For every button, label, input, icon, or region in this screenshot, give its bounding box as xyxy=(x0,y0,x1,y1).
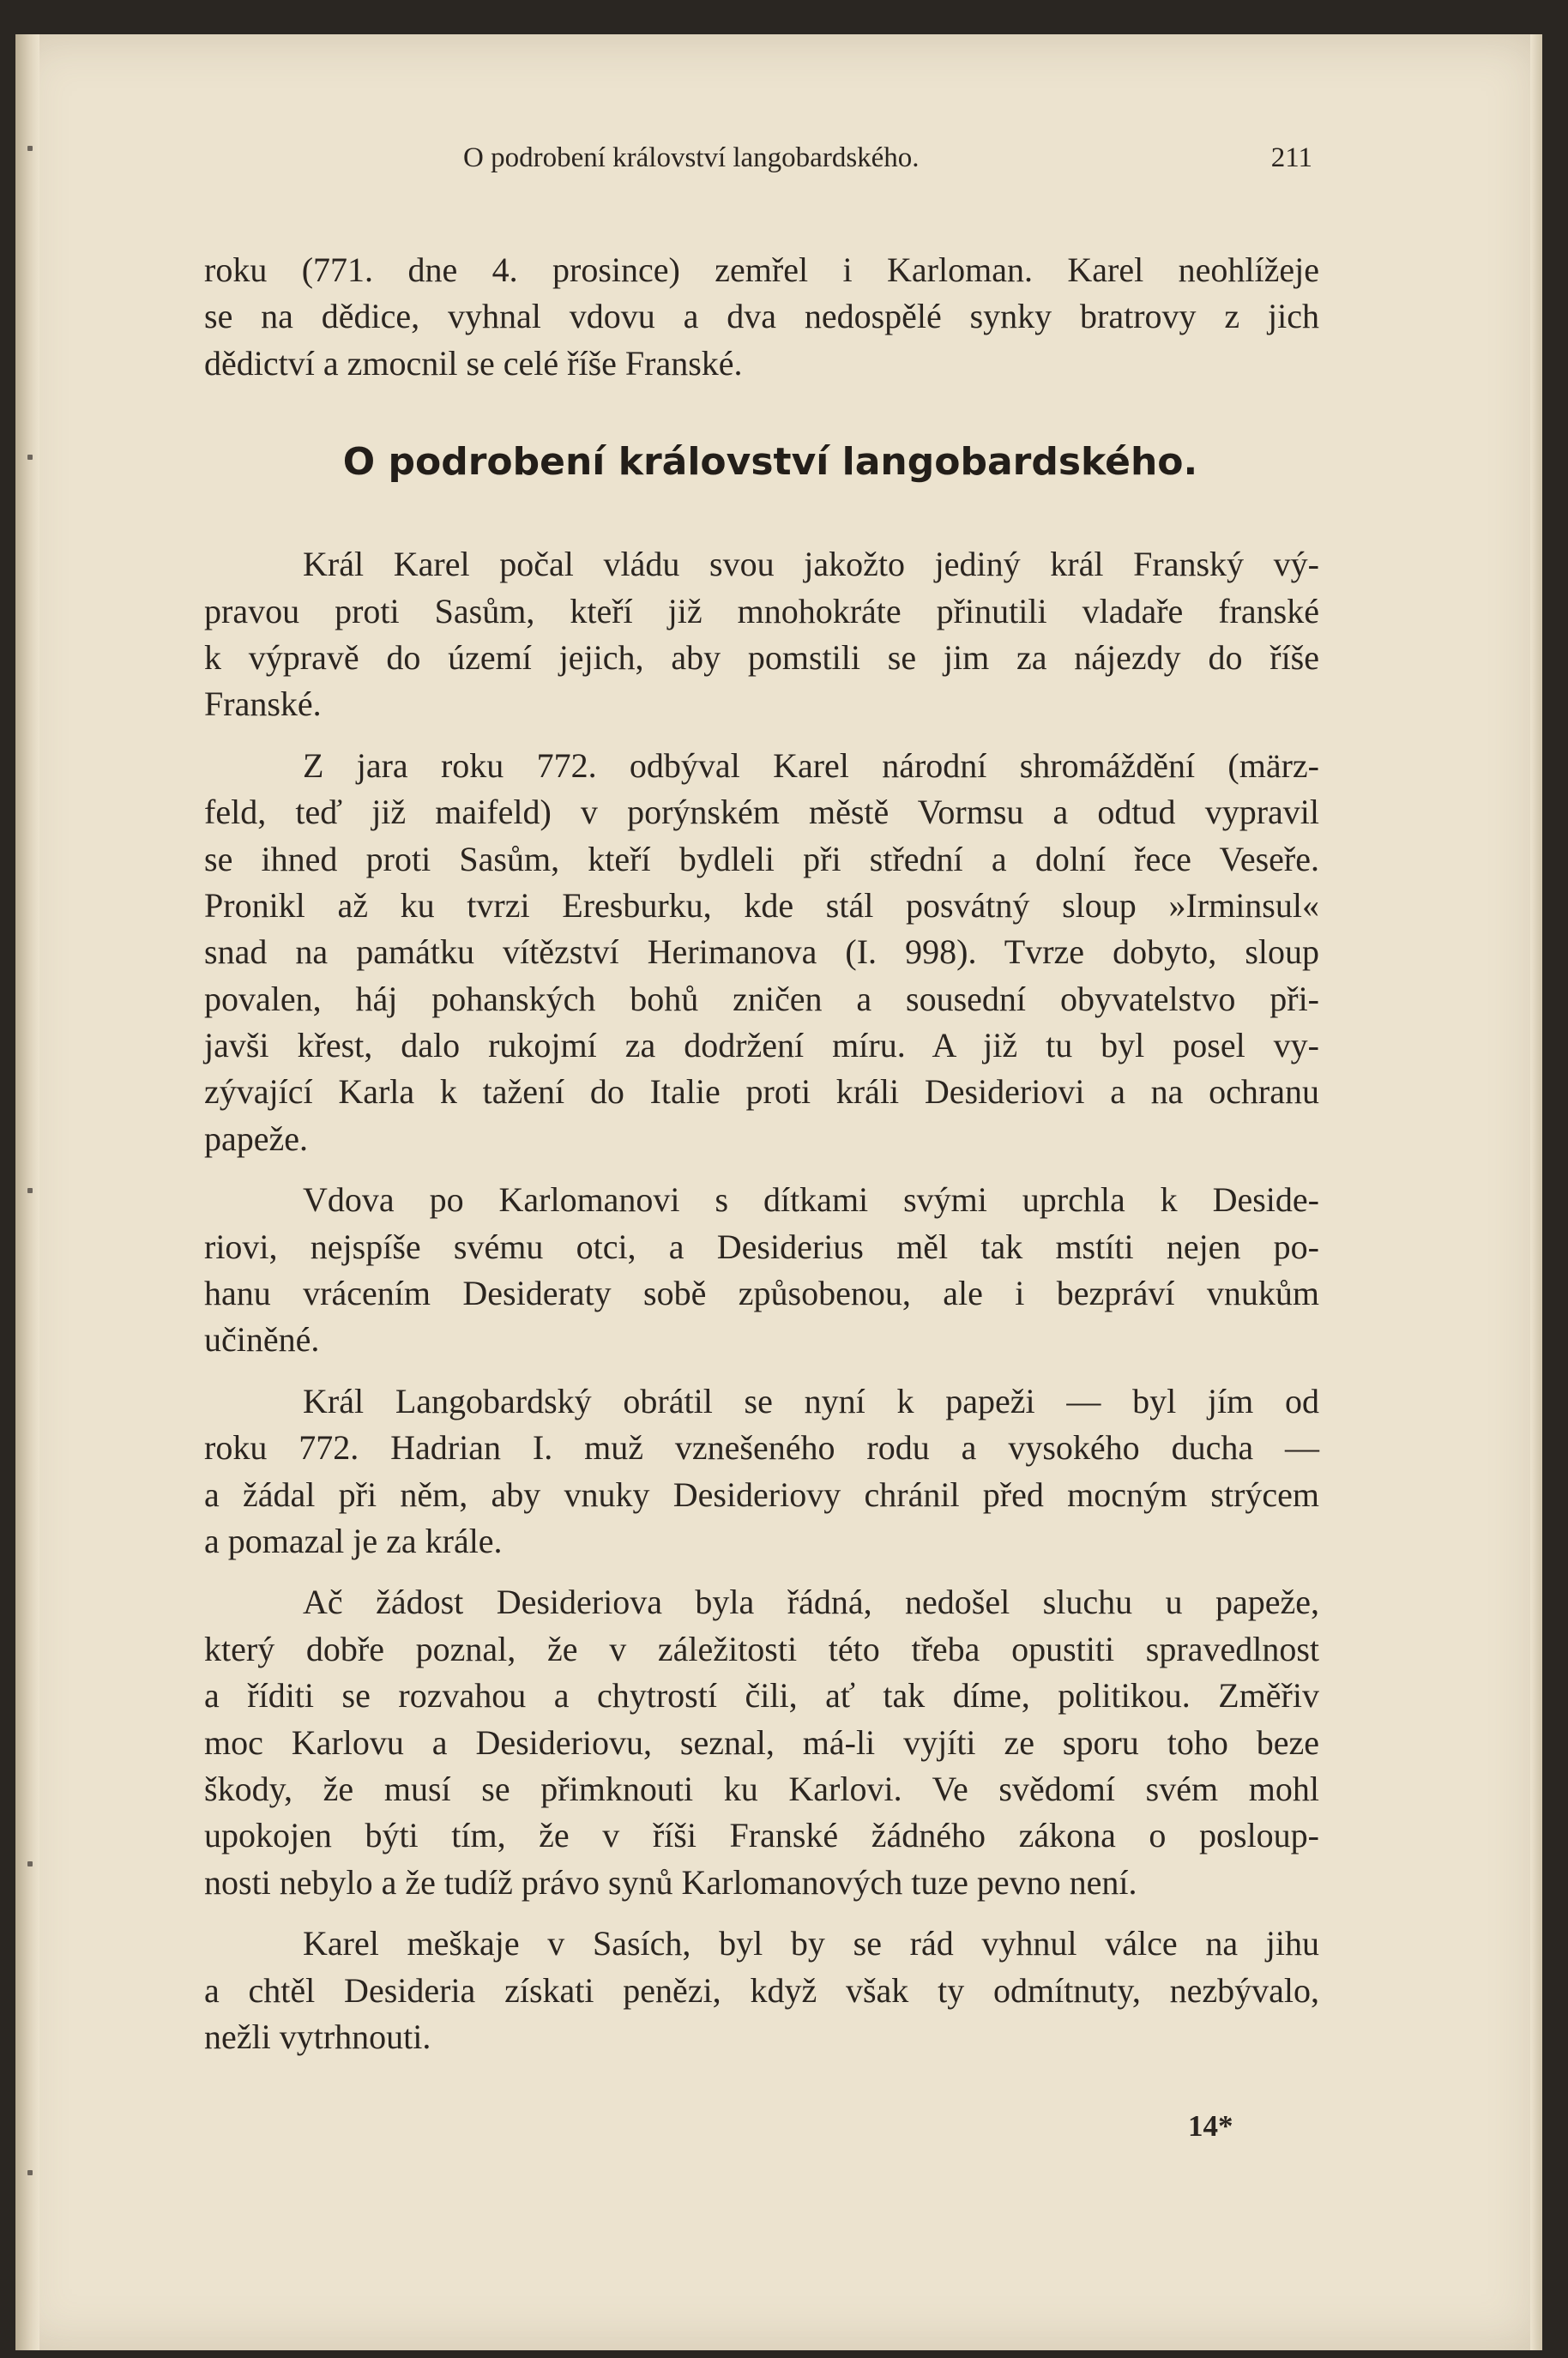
text-line: javši křest, dalo rukojmí za dodržení míru. A již tu byl posel vy- xyxy=(204,1026,1319,1065)
text-line: Z jara roku 772. odbýval Karel národní shromáždění (märz- xyxy=(303,745,1319,785)
text-line: papeže. xyxy=(204,1119,309,1158)
text-line: k výpravě do území jejich, aby pomstili se jim za nájezdy do říše xyxy=(204,637,1319,677)
text-line: zývající Karla k tažení do Italie proti králi Desideriovi a na ochranu xyxy=(204,1072,1319,1112)
margin-mark xyxy=(27,1188,33,1193)
text-line: učiněné. xyxy=(204,1320,320,1360)
text-line: a žádal při něm, aby vnuky Desideriovy chránil před mocným strýcem xyxy=(204,1475,1319,1514)
text-line: Karel meškaje v Sasích, byl by se rád vyhnul válce na jihu xyxy=(303,1924,1319,1963)
paragraph xyxy=(204,1921,1319,2060)
section-title: O podrobení království langobardského. xyxy=(342,440,1198,485)
paragraph xyxy=(204,743,1319,1163)
text-line: hanu vrácením Desideraty sobě způsobenou, ale i bezpráví vnukům xyxy=(204,1274,1319,1313)
running-title: O podrobení království langobardského. xyxy=(463,142,920,173)
running-header xyxy=(463,142,1312,174)
text-line: povalen, háj pohanských bohů zničen a sousední obyvatelstvo při- xyxy=(204,979,1319,1018)
body-text xyxy=(204,247,1319,2060)
text-line: a říditi se rozvahou a chytrostí čili, ať tak díme, politikou. Změřiv xyxy=(204,1676,1319,1716)
paragraph xyxy=(204,1579,1319,1906)
paragraph xyxy=(204,247,1319,387)
text-line: feld, teď již maifeld) v porýnském městě Vormsu a odtud vypravil xyxy=(204,793,1319,832)
text-line: dědictví a zmocnil se celé říše Franské. xyxy=(204,343,743,383)
text-line: Král Langobardský obrátil se nyní k papeži — byl jím od xyxy=(303,1381,1319,1420)
text-line: upokojen býti tím, že v říši Franské žádného zákona o posloup- xyxy=(204,1816,1319,1855)
margin-mark xyxy=(27,1861,33,1866)
text-line: roku (771. dne 4. prosince) zemřel i Karloman. Karel neohlížeje xyxy=(204,250,1319,289)
text-line: se ihned proti Sasům, kteří bydleli při střední a dolní řece Veseře. xyxy=(204,839,1319,878)
margin-mark xyxy=(27,455,33,460)
text-line: Vdova po Karlomanovi s dítkami svými uprchla k Deside- xyxy=(303,1180,1319,1220)
text-line: Král Karel počal vládu svou jakožto jediný král Franský vý- xyxy=(303,545,1319,584)
paragraph xyxy=(204,1378,1319,1565)
text-line: který dobře poznal, že v záležitosti této třeba opustiti spravedlnost xyxy=(204,1629,1319,1668)
text-line: nežli vytrhnouti. xyxy=(204,2017,431,2056)
text-line: nosti nebylo a že tudíž právo synů Karlomanových tuze pevno není. xyxy=(204,1862,1137,1902)
signature-mark: 14* xyxy=(1188,2109,1233,2143)
text-line: riovi, nejspíše svému otci, a Desiderius měl tak mstíti nejen po- xyxy=(204,1227,1319,1266)
margin-mark xyxy=(27,2170,33,2175)
paragraph xyxy=(204,1177,1319,1364)
page-edge xyxy=(1530,34,1542,2350)
text-line: snad na památku vítězství Herimanova (I. 998). Tvrze dobyto, sloup xyxy=(204,932,1319,972)
text-line: roku 772. Hadrian I. muž vznešeného rodu a vysokého ducha — xyxy=(204,1428,1319,1468)
page-number: 211 xyxy=(1270,142,1312,173)
text-line: Franské. xyxy=(204,684,322,724)
text-line: a pomazal je za krále. xyxy=(204,1521,503,1560)
text-line: Ač žádost Desideriova byla řádná, nedošel sluchu u papeže, xyxy=(303,1583,1319,1622)
paragraph xyxy=(204,541,1319,728)
text-line: moc Karlovu a Desideriovu, seznal, má-li vyjíti ze sporu toho beze xyxy=(204,1722,1319,1762)
text-line: se na dědice, vyhnal vdovu a dva nedospělé synky bratrovy z jich xyxy=(204,297,1319,336)
text-line: pravou proti Sasům, kteří již mnohokráte přinutili vladaře franské xyxy=(204,591,1319,630)
text-line: a chtěl Desideria získati penězi, když však ty odmítnuty, nezbývalo, xyxy=(204,1970,1319,2010)
text-line: škody, že musí se přimknouti ku Karlovi. Ve svědomí svém mohl xyxy=(204,1769,1319,1808)
margin-mark xyxy=(27,146,33,151)
text-line: Pronikl až ku tvrzi Eresburku, kde stál posvátný sloup »Irminsul« xyxy=(204,885,1319,925)
